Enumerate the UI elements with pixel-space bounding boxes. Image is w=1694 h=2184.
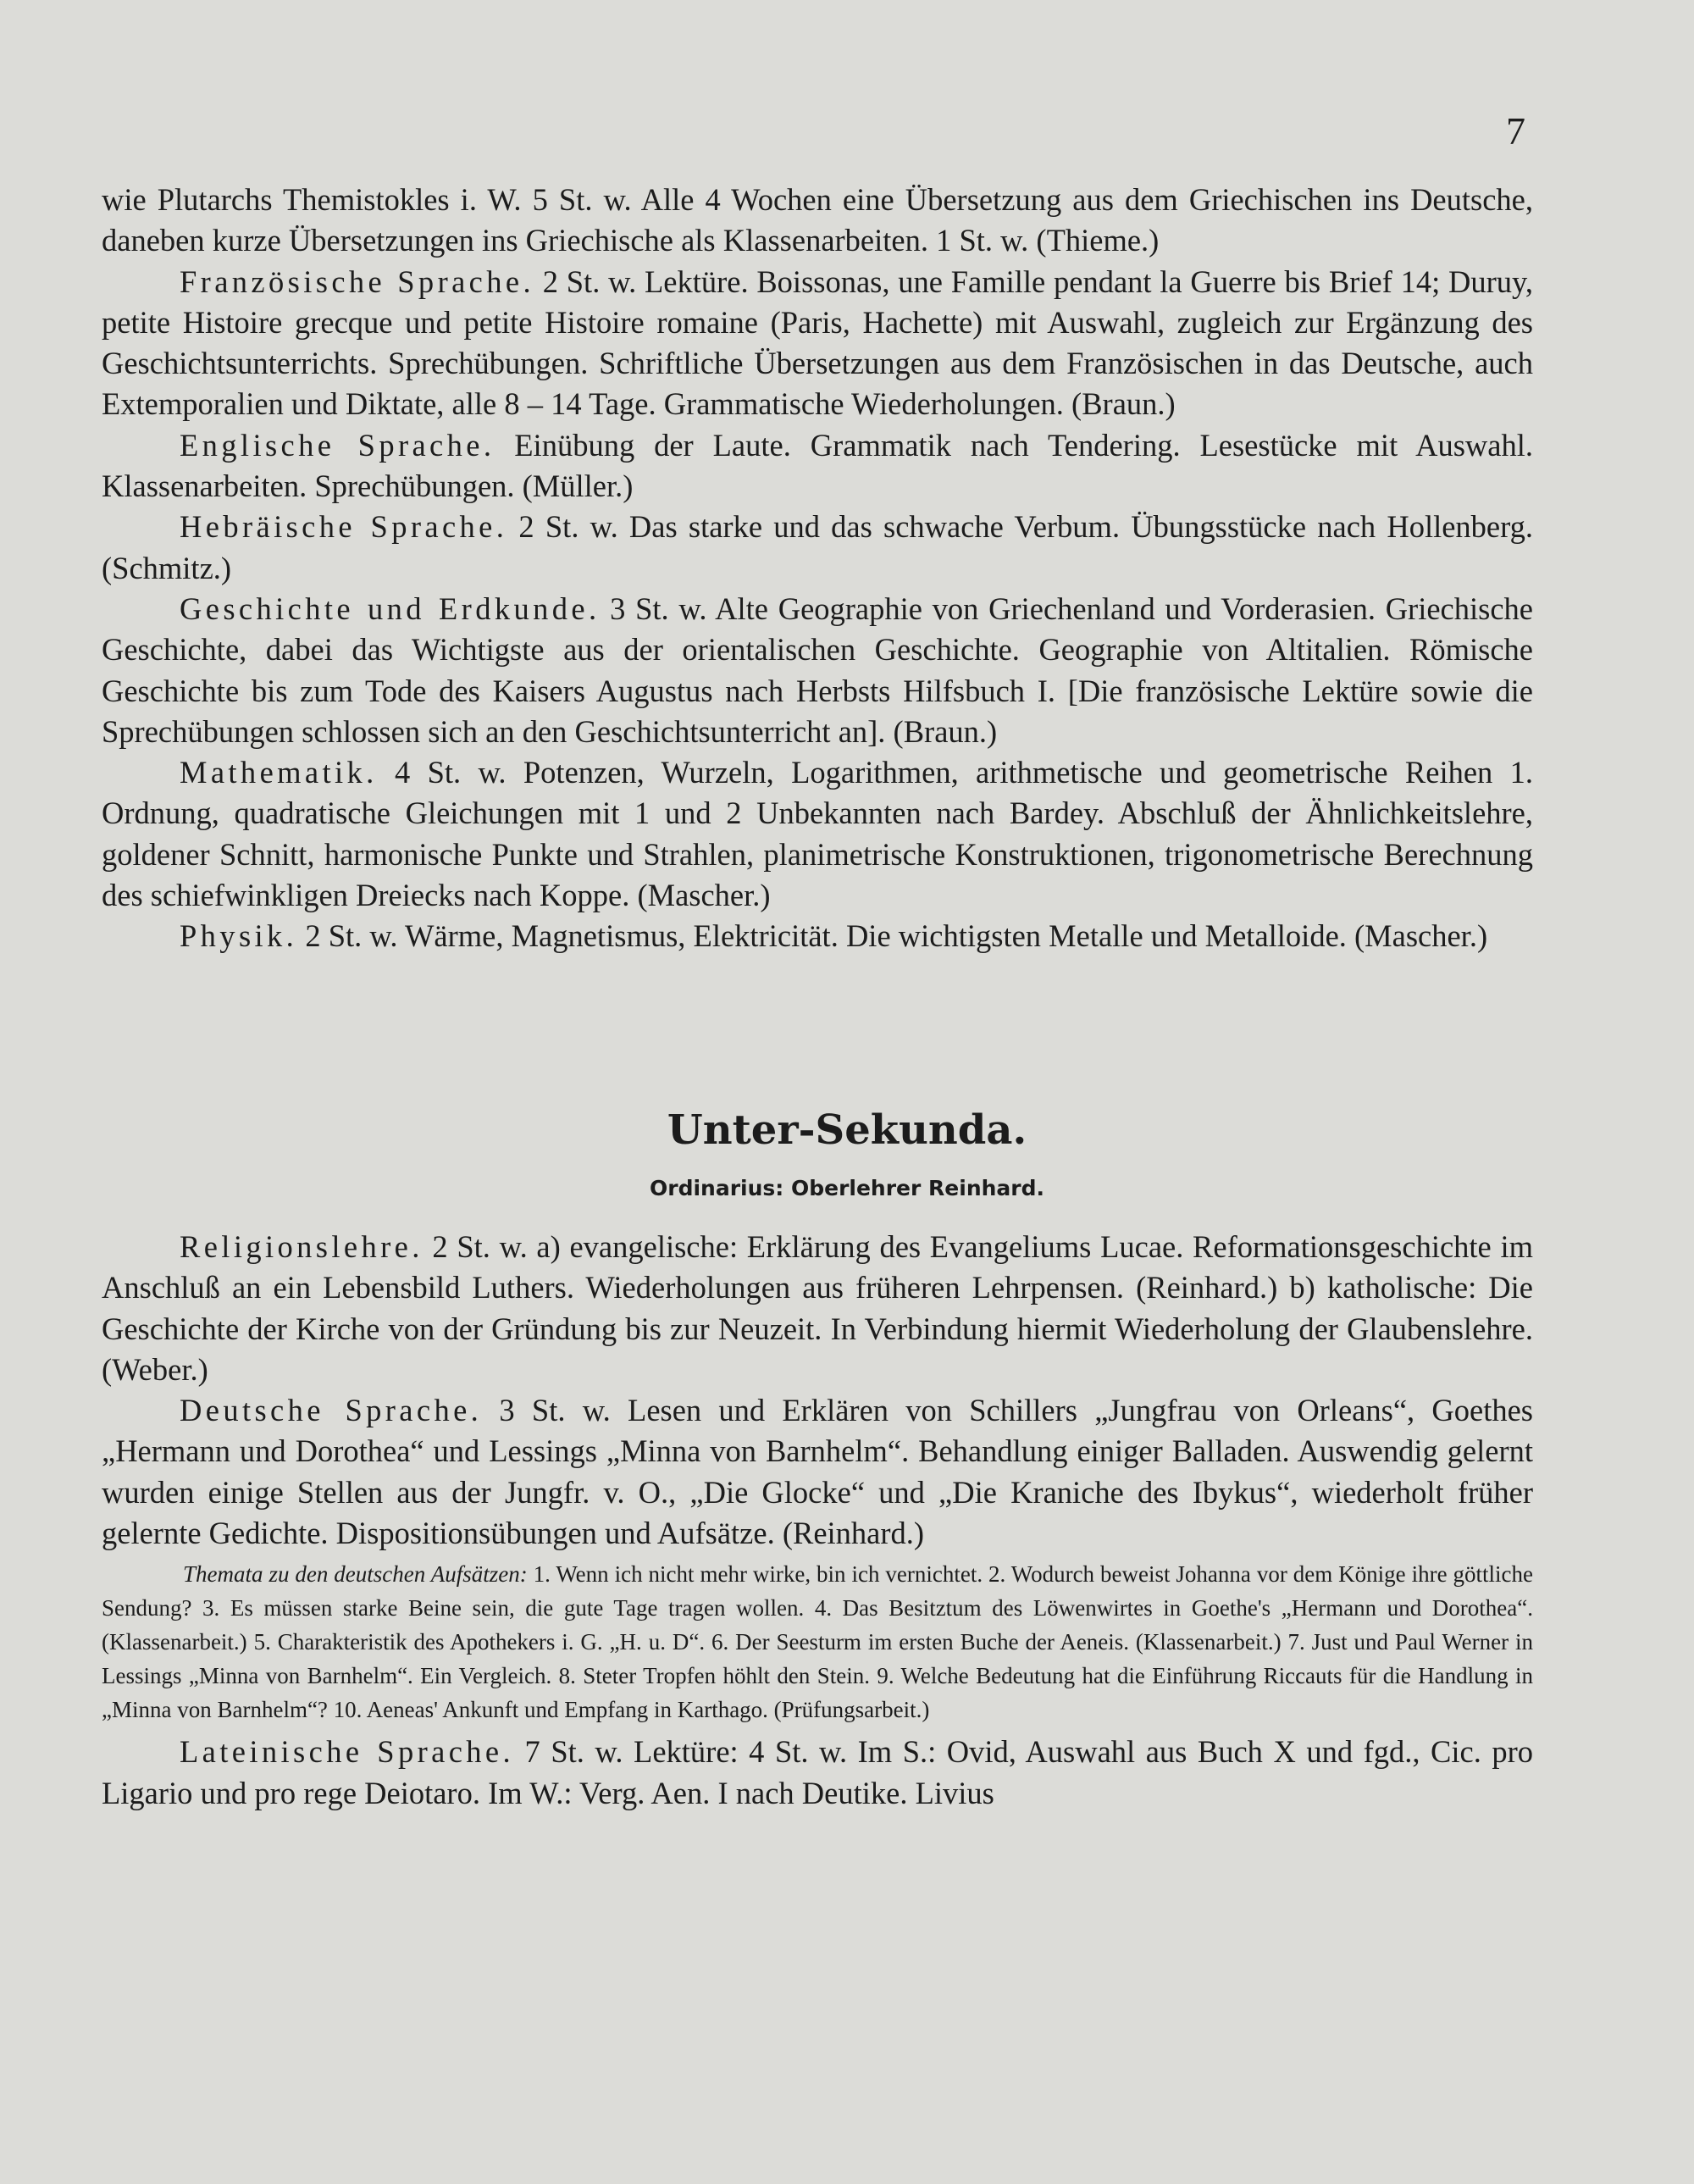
page-number: 7 <box>1506 109 1525 152</box>
paragraph: Deutsche Sprache. 3 St. w. Lesen und Erklären von Schillers „Jungfrau von Orleans“, Goethes „Hermann und Dorothea“ und Lessings „Minna von Barnhelm“. Behandlung einiger Balladen. Auswendig gelernt wurden einige Stellen aus der Jungfr. v. O., „Die Glocke“ und „Die Kraniche des Ibykus“, wiederholt früher gelernte Gedichte. Dispositionsübungen und Aufsätze. (Reinhard.) <box>102 1393 1533 1551</box>
section-heading: Unter-Sekunda. <box>667 1106 1027 1154</box>
paragraph: Lateinische Sprache. 7 St. w. Lektüre: 4 St. w. Im S.: Ovid, Auswahl aus Buch X und fgd., Cic. pro Ligario und pro rege Deiotaro. Im W.: Verg. Aen. I nach Deutike. Livius <box>102 1734 1533 1810</box>
section-obersekunda-continued <box>102 180 1533 957</box>
paragraph: Geschichte und Erdkunde. 3 St. w. Alte Geographie von Griechenland und Vorderasien. Griechische Geschichte, dabei das Wichtigste aus der orientalischen Geschichte. Geographie von Altitalien. Römische Geschichte bis zum Tode des Kaisers Augustus nach Herbsts Hilfsbuch I. [Die französische Lektüre sowie die Sprechübungen schlossen sich an den Geschichtsunterricht an]. (Braun.) <box>102 590 1533 749</box>
paragraph: Physik. 2 St. w. Wärme, Magnetismus, Elektricität. Die wichtigsten Metalle und Metalloide. (Mascher.) <box>180 918 1488 954</box>
themata-list: Themata zu den deutschen Aufsätzen: 1. Wenn ich nicht mehr wirke, bin ich vernichtet. 2. Wodurch beweist Johanna vor dem Könige ihre göttliche Sendung? 3. Es müssen starke Beine sein, die gute Tage tragen wollen. 4. Das Besitztum des Löwenwirtes in Goethe's „Hermann und Dorothea“. (Klassenarbeit.) 5. Charakteristik des Apothekers i. G. „H. u. D“. 6. Der Seesturm im ersten Buche der Aeneis. (Klassenarbeit.) 7. Just und Paul Werner in Lessings „Minna von Barnhelm“. Ein Vergleich. 8. Steter Tropfen höhlt den Stein. 9. Welche Bedeutung hat die Einführung Riccauts für die Handlung in „Minna von Barnhelm“? 10. Aeneas' Ankunft und Empfang in Karthago. (Prüfungsarbeit.) <box>102 1561 1533 1723</box>
paragraph: Hebräische Sprache. 2 St. w. Das starke und das schwache Verbum. Übungsstücke nach Hollenberg. (Schmitz.) <box>102 509 1533 585</box>
section-untersekunda <box>102 1227 1533 1814</box>
paragraph: Englische Sprache. Einübung der Laute. Grammatik nach Tendering. Lesestücke mit Auswahl. Klassenarbeiten. Sprechübungen. (Müller.) <box>102 427 1533 504</box>
paragraph: Religionslehre. 2 St. w. a) evangelische: Erklärung des Evangeliums Lucae. Reformationsgeschichte im Anschluß an ein Lebensbild Luthers. Wiederholungen aus früheren Lehrpensen. (Reinhard.) b) katholische: Die Geschichte der Kirche von der Gründung bis zur Neuzeit. In Verbindung hiermit Wiederholung der Glaubenslehre. (Weber.) <box>102 1229 1533 1387</box>
paragraph: wie Plutarchs Themistokles i. W. 5 St. w. Alle 4 Wochen eine Übersetzung aus dem Griechischen ins Deutsche, daneben kurze Übersetzungen ins Griechische als Klassenarbeiten. 1 St. w. (Thieme.) <box>102 182 1533 258</box>
paragraph: Mathematik. 4 St. w. Potenzen, Wurzeln, Logarithmen, arithmetische und geometrische Reihen 1. Ordnung, quadratische Gleichungen mit 1 und 2 Unbekannten nach Bardey. Abschluß der Ähnlichkeitslehre, goldener Schnitt, harmonische Punkte und Strahlen, planimetrische Konstruktionen, trigonometrische Berechnung des schiefwinkligen Dreiecks nach Koppe. (Mascher.) <box>102 755 1533 913</box>
ordinarius-line: Ordinarius: Oberlehrer Reinhard. <box>649 1176 1045 1200</box>
paragraph: Französische Sprache. 2 St. w. Lektüre. Boissonas, une Famille pendant la Guerre bis Brief 14; Duruy, petite Histoire grecque und petite Histoire romaine (Paris, Hachette) mit Auswahl, zugleich zur Ergänzung des Geschichtsunterrichts. Sprechübungen. Schriftliche Übersetzungen aus dem Französischen in das Deutsche, auch Extemporalien und Diktate, alle 8 – 14 Tage. Grammatische Wiederholungen. (Braun.) <box>102 263 1534 422</box>
